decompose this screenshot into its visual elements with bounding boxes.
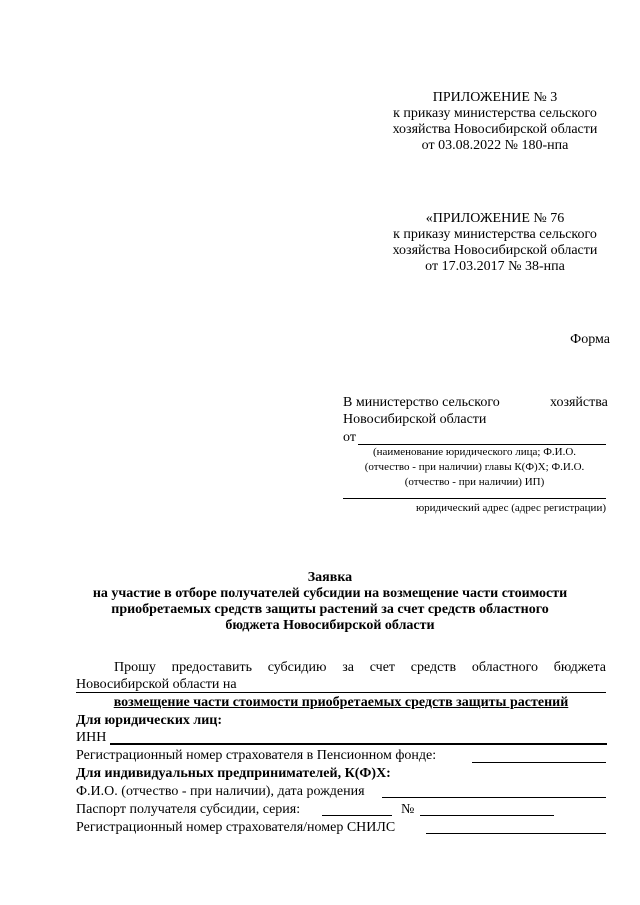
address-hint: юридический адрес (адрес регистрации) — [415, 502, 606, 514]
pension-reg-field[interactable] — [472, 762, 606, 763]
purpose-separator — [76, 692, 606, 693]
application-subtitle-1: на участие в отборе получателей субсидии на возмещение части стоимости — [92, 586, 568, 601]
inn-label: ИНН — [76, 730, 107, 745]
addressee-line-1-right: хозяйства — [550, 395, 608, 410]
passport-series-field[interactable] — [322, 815, 392, 816]
addressee-line-2: Новосибирской области — [343, 412, 487, 427]
passport-label: Паспорт получателя субсидии, серия: — [76, 802, 301, 817]
application-subtitle-2: приобретаемых средств защиты растений за счет средств областного — [111, 602, 549, 617]
appendix-76-block — [380, 211, 610, 275]
address-line[interactable] — [343, 498, 606, 499]
purpose-text[interactable]: возмещение части стоимости приобретаемых средств защиты растений — [113, 695, 569, 710]
fio-field[interactable] — [382, 797, 606, 798]
appendix-76-title: «ПРИЛОЖЕНИЕ № 76 — [425, 211, 565, 226]
application-subtitle-3: бюджета Новосибирской области — [225, 618, 435, 633]
appendix-76-line-3: от 17.03.2017 № 38-нпа — [425, 259, 565, 274]
passport-no-field[interactable] — [420, 815, 554, 816]
from-hint-line-1: (наименование юридического лица; Ф.И.О. — [372, 446, 577, 458]
appendix-76-line-2: хозяйства Новосибирской области — [392, 243, 598, 258]
from-hint-line-2: (отчество - при наличии) главы К(Ф)Х; Ф.И.О. — [364, 461, 585, 473]
appendix-3-line-3: от 03.08.2022 № 180-нпа — [421, 138, 569, 153]
snils-field[interactable] — [426, 833, 606, 834]
appendix-3-line-2: хозяйства Новосибирской области — [392, 122, 598, 137]
form-label: Форма — [570, 332, 610, 347]
inn-field[interactable] — [110, 743, 607, 745]
passport-no-label: № — [401, 802, 415, 817]
ie-header: Для индивидуальных предпринимателей, К(Ф)Х: — [76, 766, 391, 781]
appendix-3-block — [380, 90, 610, 154]
appendix-3-line-1: к приказу министерства сельского — [393, 106, 597, 121]
application-heading — [60, 570, 600, 634]
addressee-line-1-left: В министерство сельского — [343, 395, 500, 410]
appendix-3-title: ПРИЛОЖЕНИЕ № 3 — [432, 90, 558, 105]
appendix-76-line-1: к приказу министерства сельского — [393, 227, 597, 242]
pension-reg-label: Регистрационный номер страхователя в Пенсионном фонде: — [76, 748, 437, 763]
request-line-1: Прошу предоставить субсидию за счет средств областного бюджета — [114, 660, 606, 675]
from-hint-line-3: (отчество - при наличии) ИП) — [404, 476, 545, 488]
request-line-2: Новосибирской области на — [76, 677, 237, 692]
snils-label: Регистрационный номер страхователя/номер СНИЛС — [76, 820, 396, 835]
from-hint — [343, 445, 606, 490]
application-title: Заявка — [307, 570, 353, 585]
fio-label: Ф.И.О. (отчество - при наличии), дата рождения — [76, 784, 365, 799]
legal-entities-header: Для юридических лиц: — [76, 713, 223, 728]
from-label: от — [343, 430, 356, 445]
